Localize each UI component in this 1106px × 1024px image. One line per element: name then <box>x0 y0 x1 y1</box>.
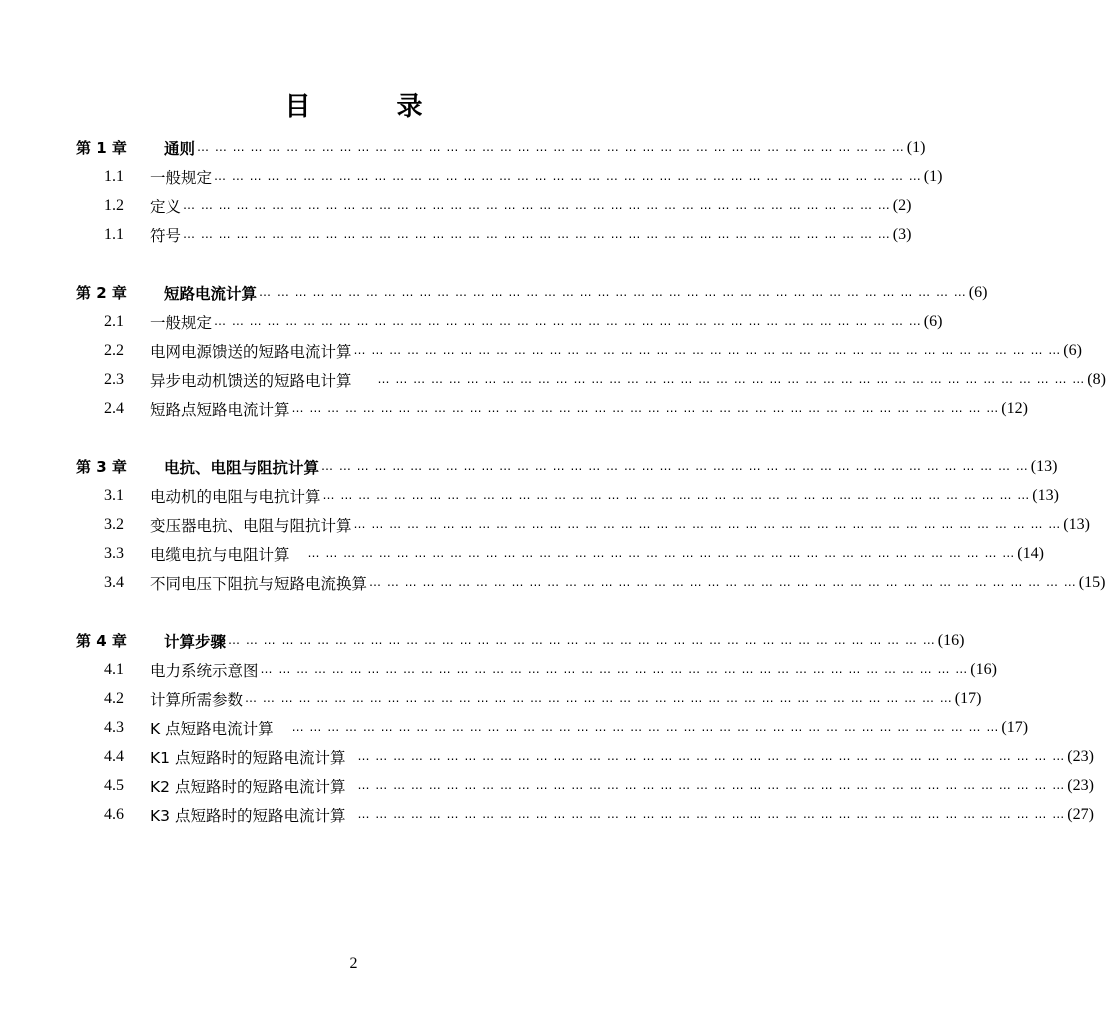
toc-chapter-4[interactable] <box>76 626 965 655</box>
dot-leader: … … … … … … … … … … … … … … … … … … … … … … … … … … … … … … … … … … … … … … … … <box>321 459 1029 473</box>
section-number: 4.1 <box>104 660 124 678</box>
section-title: 不同电压下阻抗与短路电流换算 <box>150 574 368 593</box>
section-page: (23) <box>1067 747 1094 765</box>
toc-section[interactable] <box>76 742 1094 771</box>
section-page: (8) <box>1087 370 1106 388</box>
dot-leader: … … … … … … … … … … … … … … … … … … … … … … … … … … … … … … … … … … … … … … … … <box>183 227 891 241</box>
section-title: 计算所需参数 <box>150 690 244 709</box>
dot-leader: … … … … … … … … … … … … … … … … … … … … … … … … … … … … … … … … … … … … … … … … <box>307 546 1016 560</box>
section-number: 2.3 <box>104 370 124 388</box>
section-page: (17) <box>954 689 982 707</box>
section-title: 一般规定 <box>150 313 213 332</box>
page-number: 2 <box>349 955 358 972</box>
section-page: (13) <box>1032 486 1059 504</box>
section-number: 3.4 <box>104 573 124 591</box>
chapter-number: 第 3 章 <box>76 458 127 476</box>
toc-chapter-3[interactable] <box>76 452 1058 481</box>
chapter-number: 第 2 章 <box>76 284 127 302</box>
dot-leader: … … … … … … … … … … … … … … … … … … … … … … … … … … … … … … … … … … … … … … … … <box>245 691 953 705</box>
toc-section[interactable] <box>76 394 1028 423</box>
section-title: 定义 <box>150 197 182 216</box>
dot-leader: … … … … … … … … … … … … … … … … … … … … … … … … … … … … … … … … … … … … … … … … <box>357 807 1066 821</box>
chapter-page: (6) <box>968 283 988 301</box>
section-title: 电缆电抗与电阻计算 <box>150 545 290 564</box>
dot-leader: … … … … … … … … … … … … … … … … … … … … … … … … … … … … … … … … … … … … … … … … <box>183 198 891 212</box>
section-number: 3.3 <box>104 544 124 562</box>
dot-leader: … … … … … … … … … … … … … … … … … … … … … … … … … … … … … … … … … … … … … … … … <box>197 140 905 154</box>
table-of-contents <box>76 133 1106 829</box>
dot-leader: … … … … … … … … … … … … … … … … … … … … … … … … … … … … … … … … … … … … … … … … <box>214 314 922 328</box>
section-title: 符号 <box>150 226 182 245</box>
dot-leader: … … … … … … … … … … … … … … … … … … … … … … … … … … … … … … … … … … … … … … … … <box>214 169 922 183</box>
section-number: 2.4 <box>104 399 124 417</box>
toc-section[interactable] <box>76 220 912 249</box>
dot-leader: … … … … … … … … … … … … … … … … … … … … … … … … … … … … … … … … … … … … … … … … <box>259 285 967 299</box>
section-title: K3 点短路时的短路电流计算 <box>150 806 346 825</box>
section-number: 4.5 <box>104 776 124 794</box>
toc-section[interactable] <box>76 713 1029 742</box>
toc-section[interactable] <box>76 655 997 684</box>
dot-leader: … … … … … … … … … … … … … … … … … … … … … … … … … … … … … … … … … … … … … … … … <box>357 778 1066 792</box>
section-number: 2.1 <box>104 312 124 330</box>
chapter-number: 第 1 章 <box>76 139 127 157</box>
toc-section[interactable] <box>76 336 1082 365</box>
section-page: (27) <box>1067 805 1094 823</box>
section-page: (15) <box>1078 573 1106 591</box>
chapter-spacer <box>76 597 641 626</box>
section-title: K 点短路电流计算 <box>150 719 274 738</box>
section-title: 一般规定 <box>150 168 213 187</box>
section-page: (6) <box>923 312 943 330</box>
dot-leader: … … … … … … … … … … … … … … … … … … … … … … … … … … … … … … … … … … … … … … … … <box>357 749 1066 763</box>
toc-section[interactable] <box>76 307 943 336</box>
section-title: K2 点短路时的短路电流计算 <box>150 777 346 796</box>
dot-leader: … … … … … … … … … … … … … … … … … … … … … … … … … … … … … … … … … … … … … … … … <box>369 575 1077 589</box>
section-page: (17) <box>1001 718 1029 736</box>
section-title: 电力系统示意图 <box>150 661 259 680</box>
section-page: (2) <box>892 196 912 214</box>
section-page: (23) <box>1067 776 1094 794</box>
dot-leader: … … … … … … … … … … … … … … … … … … … … … … … … … … … … … … … … … … … … … … … … <box>260 662 969 676</box>
toc-chapter-2[interactable] <box>76 278 988 307</box>
toc-chapter-1[interactable] <box>76 133 926 162</box>
dot-leader: … … … … … … … … … … … … … … … … … … … … … … … … … … … … … … … … … … … … … … … … <box>228 633 936 647</box>
chapter-spacer <box>76 423 641 452</box>
dot-leader: … … … … … … … … … … … … … … … … … … … … … … … … … … … … … … … … … … … … … … … … <box>291 720 1000 734</box>
toc-title: 目 录 <box>284 92 453 122</box>
section-title: 电动机的电阻与电抗计算 <box>150 487 321 506</box>
chapter-spacer <box>76 249 641 278</box>
section-page: (14) <box>1017 544 1044 562</box>
chapter-number: 第 4 章 <box>76 632 127 650</box>
dot-leader: … … … … … … … … … … … … … … … … … … … … … … … … … … … … … … … … … … … … … … … … <box>291 401 1000 415</box>
section-number: 1.1 <box>104 167 124 185</box>
toc-section[interactable] <box>76 539 1044 568</box>
chapter-page: (16) <box>937 631 965 649</box>
toc-section[interactable] <box>76 191 912 220</box>
section-title: 异步电动机馈送的短路电计算 <box>150 371 352 390</box>
section-number: 2.2 <box>104 341 124 359</box>
section-number: 4.3 <box>104 718 124 736</box>
section-number: 4.6 <box>104 805 124 823</box>
section-title: 短路点短路电流计算 <box>150 400 290 419</box>
chapter-title: 通则 <box>164 139 196 158</box>
chapter-title: 电抗、电阻与阻抗计算 <box>164 458 320 477</box>
dot-leader: … … … … … … … … … … … … … … … … … … … … … … … … … … … … … … … … … … … … … … … … <box>377 372 1086 386</box>
section-page: (1) <box>923 167 943 185</box>
section-number: 1.2 <box>104 196 124 214</box>
toc-section[interactable] <box>76 568 1106 597</box>
chapter-page: (1) <box>906 138 926 156</box>
section-number: 3.1 <box>104 486 124 504</box>
dot-leader: … … … … … … … … … … … … … … … … … … … … … … … … … … … … … … … … … … … … … … … … <box>353 343 1062 357</box>
section-number: 3.2 <box>104 515 124 533</box>
toc-section[interactable] <box>76 684 982 713</box>
section-page: (3) <box>892 225 912 243</box>
dot-leader: … … … … … … … … … … … … … … … … … … … … … … … … … … … … … … … … … … … … … … … … <box>353 517 1062 531</box>
section-page: (6) <box>1063 341 1082 359</box>
section-page: (13) <box>1063 515 1090 533</box>
section-number: 4.4 <box>104 747 124 765</box>
section-title: K1 点短路时的短路电流计算 <box>150 748 346 767</box>
chapter-title: 短路电流计算 <box>164 284 258 303</box>
toc-section[interactable] <box>76 162 943 191</box>
toc-section[interactable] <box>76 510 1090 539</box>
section-number: 4.2 <box>104 689 124 707</box>
chapter-title: 计算步骤 <box>164 632 227 651</box>
section-title: 变压器电抗、电阻与阻抗计算 <box>150 516 352 535</box>
toc-section[interactable] <box>76 771 1094 800</box>
section-title: 电网电源馈送的短路电流计算 <box>150 342 352 361</box>
toc-section[interactable] <box>76 365 1106 394</box>
section-page: (16) <box>970 660 997 678</box>
toc-section[interactable] <box>76 800 1094 829</box>
chapter-page: (13) <box>1030 457 1058 475</box>
toc-section[interactable] <box>76 481 1059 510</box>
section-page: (12) <box>1001 399 1028 417</box>
section-number: 1.1 <box>104 225 124 243</box>
dot-leader: … … … … … … … … … … … … … … … … … … … … … … … … … … … … … … … … … … … … … … … … <box>322 488 1031 502</box>
